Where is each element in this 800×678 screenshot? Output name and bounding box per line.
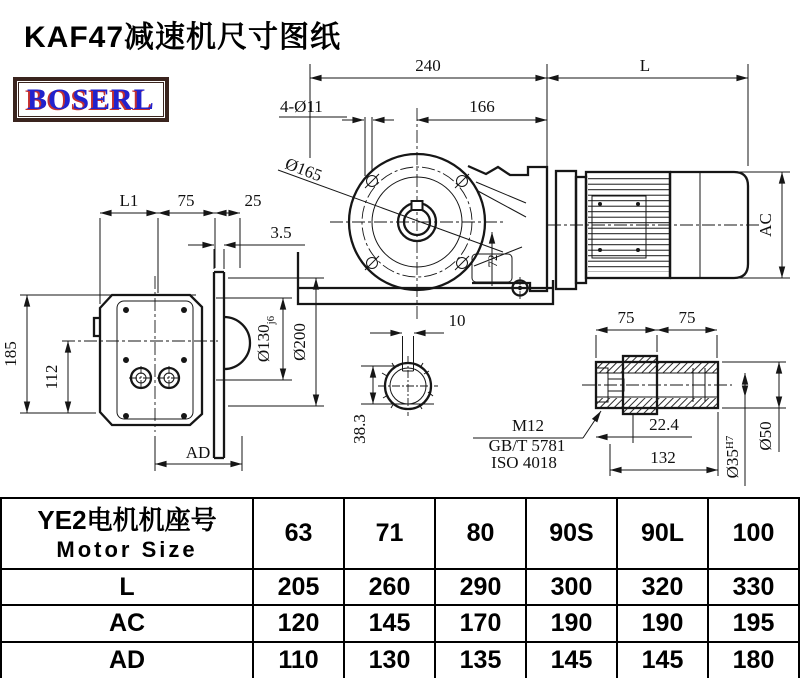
dim-75a: 75: [617, 308, 635, 327]
table-cell: 290: [435, 569, 526, 605]
dim-AC: AC: [756, 213, 775, 237]
boserl-logo-text: BOSERL: [18, 82, 164, 117]
dim-38-3: 38.3: [350, 414, 369, 444]
dim-22-4: 22.4: [649, 415, 679, 434]
table-cell: 330: [708, 569, 799, 605]
dim-72: 72: [485, 254, 500, 268]
table-cell: 145: [617, 642, 708, 678]
motor-size-table: [0, 497, 800, 678]
table-col-header: 90L: [617, 498, 708, 569]
table-cell: 110: [253, 642, 344, 678]
label-m12: M12: [511, 416, 545, 435]
table-header-cn: YE2电机机座号: [37, 504, 217, 535]
table-row-AC: [1, 605, 799, 642]
row-label: L: [1, 569, 253, 605]
table-cell: 190: [526, 605, 617, 642]
foot-outline: [298, 252, 553, 304]
table-col-header: 80: [435, 498, 526, 569]
table-cell: 145: [526, 642, 617, 678]
table-col-header: 100: [708, 498, 799, 569]
table-cell: 260: [344, 569, 435, 605]
table-cell: 205: [253, 569, 344, 605]
table-cell: 135: [435, 642, 526, 678]
dim-185: 185: [1, 341, 20, 367]
table-col-header: 71: [344, 498, 435, 569]
dim-bolt-holes: 4-Ø11: [280, 97, 323, 116]
table-row-AD: [1, 642, 799, 678]
motor-flange: [556, 171, 576, 289]
table-cell: 180: [708, 642, 799, 678]
page-title: KAF47减速机尺寸图纸: [24, 21, 342, 54]
dim-L: L: [639, 56, 651, 75]
dim-112: 112: [42, 364, 61, 390]
label-gbt-5781: GB/T 5781: [488, 436, 566, 455]
dim-o200: Ø200: [290, 323, 309, 361]
dim-25: 25: [244, 191, 262, 210]
dim-240: 240: [415, 56, 441, 75]
dim-132: 132: [650, 448, 676, 467]
gearbox-front-view: [298, 108, 553, 322]
dim-AD: AD: [185, 443, 211, 462]
table-header-en: Motor Size: [56, 536, 198, 562]
boserl-logo: [13, 77, 169, 122]
hollow-shaft-section: [473, 308, 786, 486]
dim-75: 75: [177, 191, 195, 210]
dim-o165: Ø165: [282, 153, 325, 186]
gearbox-side-view: [1, 191, 324, 471]
keyway-notch: [412, 201, 423, 210]
output-flange-edge: [214, 272, 250, 458]
label-iso-4018: ISO 4018: [491, 453, 557, 472]
spigot-bulge: [224, 317, 250, 369]
table-cell: 145: [344, 605, 435, 642]
table-header-cell: [1, 498, 253, 569]
dim-o130: $Ø130_{j6}$: [254, 315, 277, 363]
row-label: AD: [1, 642, 253, 678]
table-cell: 320: [617, 569, 708, 605]
table-cell: 195: [708, 605, 799, 642]
m12-leader: [583, 411, 601, 438]
dim-75b: 75: [678, 308, 696, 327]
table-row-L: [1, 569, 799, 605]
dim-o50: Ø50: [756, 421, 775, 451]
table-col-header: 90S: [526, 498, 617, 569]
table-cell: 130: [344, 642, 435, 678]
dim-3-5: 3.5: [270, 223, 292, 242]
table-cell: 170: [435, 605, 526, 642]
adapter-outline: [468, 166, 547, 291]
dim-L1: L1: [119, 191, 139, 210]
dim-o35: $Ø35^{H7}$: [723, 435, 742, 479]
shaft-end-view: [350, 311, 466, 444]
table-cell: 190: [617, 605, 708, 642]
table-col-header: 63: [253, 498, 344, 569]
dim-166: 166: [469, 97, 495, 116]
row-label: AC: [1, 605, 253, 642]
dim-10: 10: [448, 311, 466, 330]
motor-side-view: [548, 171, 790, 289]
table-cell: 300: [526, 569, 617, 605]
table-cell: 120: [253, 605, 344, 642]
